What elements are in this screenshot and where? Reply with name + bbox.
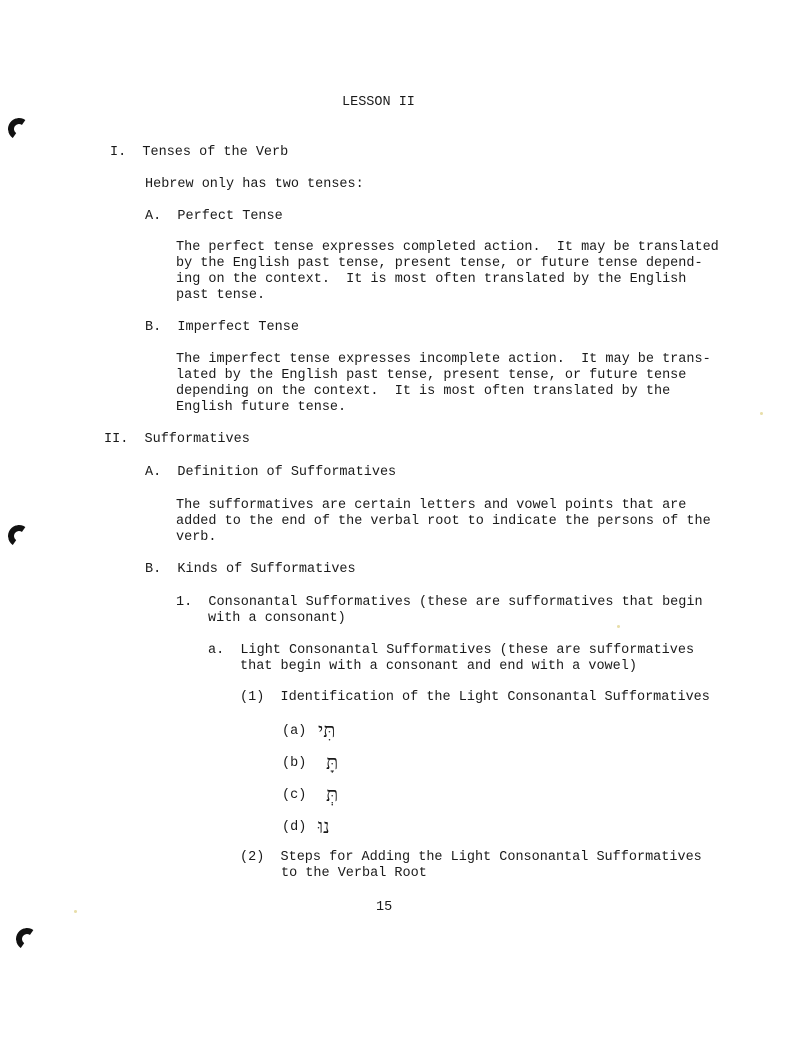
- hebrew-item-label: (d): [282, 820, 307, 835]
- body-text: English future tense.: [176, 400, 347, 415]
- body-text: ing on the context. It is most often translated by the English: [176, 272, 687, 287]
- page-title: LESSON II: [342, 95, 415, 110]
- list-item-light-consonantal: a. Light Consonantal Sufformatives (these are sufformatives: [208, 643, 695, 658]
- subsection-heading-definition: A. Definition of Sufformatives: [145, 465, 397, 480]
- hebrew-sufformative: תָּ: [326, 750, 339, 774]
- list-item-consonantal-cont: with a consonant): [208, 611, 346, 626]
- list-item-consonantal: 1. Consonantal Sufformatives (these are sufformatives that begin: [176, 595, 703, 610]
- hebrew-item-label: (a): [282, 724, 307, 739]
- body-text: The perfect tense expresses completed action. It may be translated: [176, 240, 719, 255]
- binder-hole-bottom: [14, 926, 39, 951]
- body-text: past tense.: [176, 288, 266, 303]
- hebrew-sufformative: נוּ: [318, 814, 330, 838]
- hebrew-sufformative: תִּי: [318, 718, 336, 742]
- body-text: verb.: [176, 530, 217, 545]
- body-text: lated by the English past tense, present tense, or future tense: [176, 368, 687, 383]
- body-text: The imperfect tense expresses incomplete action. It may be trans-: [176, 352, 711, 367]
- section-heading-sufformatives: II. Sufformatives: [104, 432, 250, 447]
- hebrew-item-label: (c): [282, 788, 307, 803]
- paper-speck: [760, 412, 763, 415]
- body-text: Hebrew only has two tenses:: [145, 177, 364, 192]
- list-item-steps: (2) Steps for Adding the Light Consonantal Sufformatives: [240, 850, 702, 865]
- binder-hole-top: [6, 116, 31, 141]
- body-text: added to the end of the verbal root to indicate the persons of the: [176, 514, 711, 529]
- body-text: depending on the context. It is most often translated by the: [176, 384, 671, 399]
- list-item-steps-cont: to the Verbal Root: [281, 866, 427, 881]
- hebrew-item-label: (b): [282, 756, 307, 771]
- list-item-light-consonantal-cont: that begin with a consonant and end with a vowel): [240, 659, 637, 674]
- body-text: The sufformatives are certain letters and vowel points that are: [176, 498, 687, 513]
- page-number: 15: [376, 900, 393, 915]
- subsection-heading-imperfect: B. Imperfect Tense: [145, 320, 299, 335]
- hebrew-sufformative: תְּ: [326, 782, 339, 806]
- body-text: by the English past tense, present tense, or future tense depend-: [176, 256, 703, 271]
- binder-hole-middle: [6, 523, 31, 548]
- subsection-heading-kinds: B. Kinds of Sufformatives: [145, 562, 356, 577]
- paper-speck: [617, 625, 620, 628]
- section-heading-tenses: I. Tenses of the Verb: [110, 145, 289, 160]
- paper-speck: [74, 910, 77, 913]
- subsection-heading-perfect: A. Perfect Tense: [145, 209, 283, 224]
- list-item-identification: (1) Identification of the Light Consonantal Sufformatives: [240, 690, 710, 705]
